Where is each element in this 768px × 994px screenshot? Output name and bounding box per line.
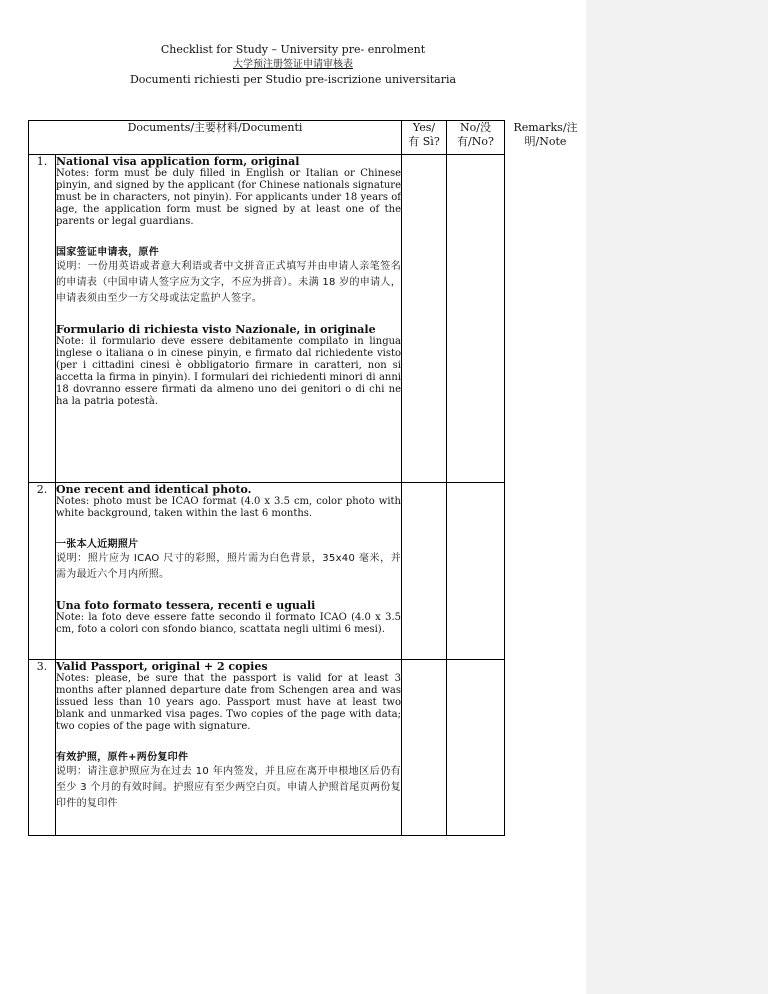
- table-header-row: [29, 121, 587, 155]
- row-content: [56, 660, 402, 836]
- item-title-cn: 国家签证申请表，原件: [56, 247, 159, 258]
- no-checkbox-cell[interactable]: [447, 660, 505, 836]
- item-title-cn: 有效护照，原件+两份复印件: [56, 752, 189, 763]
- yes-checkbox-cell[interactable]: [402, 483, 447, 660]
- item-notes-en: Notes: form must be duly filled in English or Italian or Chinese pinyin, and signed by the applicant (for Chinese nationals signature must be in characters, not pinyin). For applicants under 18 years of age, the application form must be signed by at least one of the parents or legal guardians.: [56, 168, 401, 227]
- remarks-cell[interactable]: [505, 483, 587, 660]
- item-title-en: National visa application form, original: [56, 155, 300, 168]
- checklist-table: [28, 120, 587, 836]
- item-block-it: [56, 599, 401, 636]
- item-notes-it: Note: la foto deve essere fatte secondo il formato ICAO (4.0 x 3.5 cm, foto a colori con sfondo bianco, scattata negli ultimi 6 mesi).: [56, 612, 401, 635]
- item-notes-en: Notes: please, be sure that the passport is valid for at least 3 months after planned departure date from Schengen area and was issued less than 10 years ago. Passport must have at least two blank and unmarked visa pages. Two copies of the page with data; two copies of the page with signature.: [56, 673, 401, 732]
- item-title-cn: 一张本人近期照片: [56, 539, 139, 550]
- comment-margin: [586, 0, 768, 994]
- table-row: [29, 155, 587, 483]
- item-block-cn: [56, 538, 401, 583]
- row-number: 2.: [29, 483, 56, 660]
- item-block-cn: [56, 246, 401, 307]
- item-notes-en: Notes: photo must be ICAO format (4.0 x 3.5 cm, color photo with white background, taken within the last 6 months.: [56, 496, 401, 519]
- yes-checkbox-cell[interactable]: [402, 155, 447, 483]
- item-block-it: [56, 323, 401, 408]
- remarks-cell[interactable]: [505, 660, 587, 836]
- document-header: [0, 42, 586, 87]
- row-number: 1.: [29, 155, 56, 483]
- item-title-it: Formulario di richiesta visto Nazionale, in originale: [56, 323, 376, 336]
- no-header-line2: 有/No?: [457, 135, 494, 148]
- yes-header-line1: Yes/: [412, 121, 436, 134]
- item-notes-cn: 说明：照片应为 ICAO 尺寸的彩照，照片需为白色背景，35x40 毫米，并需为最近六个月内所照。: [56, 553, 401, 580]
- item-title-en: One recent and identical photo.: [56, 483, 252, 496]
- header-title-it: Documenti richiesti per Studio pre-iscrizione universitaria: [129, 73, 457, 86]
- no-checkbox-cell[interactable]: [447, 483, 505, 660]
- documents-column-header: Documents/主要材料/Documenti: [29, 121, 402, 155]
- row-content: [56, 155, 402, 483]
- remarks-cell[interactable]: [505, 155, 587, 483]
- table-row: [29, 483, 587, 660]
- no-checkbox-cell[interactable]: [447, 155, 505, 483]
- no-column-header: [447, 121, 505, 155]
- yes-checkbox-cell[interactable]: [402, 660, 447, 836]
- header-title-en: Checklist for Study – University pre- enrolment: [160, 43, 426, 56]
- item-notes-it: Note: il formulario deve essere debitamente compilato in lingua inglese o italiana o in cinese pinyin, e firmato dal richiedente visto (per i cittadini cinesi è obbligatorio firmare in caratteri, non si accetta la firma in pinyin). I formulari dei richiedenti minori di anni 18 dovranno essere firmati da almeno uno dei genitori o di chi ne ha la patria potestà.: [56, 336, 401, 407]
- item-block-cn: [56, 751, 401, 812]
- yes-header-line2: 有 Sì?: [408, 135, 440, 148]
- item-notes-cn: 说明：请注意护照应为在过去 10 年内签发，并且应在离开申根地区后仍有至少 3 个月的有效时间。护照应有至少两空白页。申请人护照首尾页两份复印件的复印件: [56, 766, 401, 809]
- row-content: [56, 483, 402, 660]
- remarks-column-header: Remarks/注明/Note: [513, 120, 578, 148]
- no-header-line1: No/没: [460, 121, 491, 134]
- row-number: 3.: [29, 660, 56, 836]
- yes-column-header: [402, 121, 447, 155]
- table-row: [29, 660, 587, 836]
- item-title-it: Una foto formato tessera, recenti e uguali: [56, 599, 316, 612]
- item-title-en: Valid Passport, original + 2 copies: [56, 660, 268, 673]
- header-title-cn: 大学预注册签证申请审核表: [233, 59, 353, 70]
- item-notes-cn: 说明：一份用英语或者意大利语或者中文拼音正式填写并由申请人亲笔签名的申请表（中国申请人签字应为文字，不应为拼音）。未满 18 岁的申请人，申请表须由至少一方父母或法定监护人签字。: [56, 261, 401, 304]
